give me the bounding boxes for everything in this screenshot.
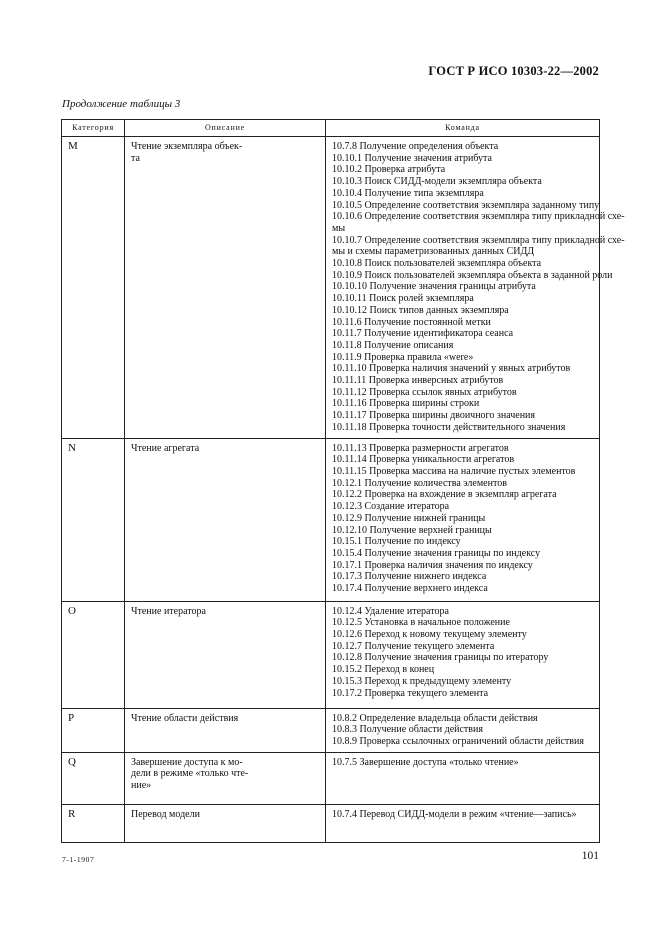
command-line: 10.17.3 Получение нижнего индекса	[332, 571, 487, 583]
description-line: Чтение итератора	[131, 605, 206, 617]
column-header-description: Описание	[125, 120, 326, 137]
command-line: 10.10.5 Определение соответствия экземпляра заданному типу	[332, 199, 600, 211]
page-number: 101	[581, 850, 599, 862]
category-cell: O	[62, 601, 125, 708]
command-line: 10.7.8 Получение определения объекта	[332, 141, 499, 152]
command-line: 10.11.17 Проверка ширины двоичного значения	[332, 410, 536, 422]
command-line: 10.8.9 Проверка ссылочных ограничений области действия	[332, 735, 584, 747]
command-cell	[326, 137, 625, 439]
command-line: 10.12.1 Получение количества элементов	[332, 477, 507, 489]
command-cell	[326, 752, 600, 804]
description-line: дели в режиме «только чте-	[131, 768, 249, 780]
command-line: 10.12.6 Переход к новому текущему элементу	[332, 628, 527, 640]
column-header-command: Команда	[326, 120, 600, 137]
command-line: 10.10.11 Поиск ролей экземпляра	[332, 293, 474, 305]
description-cell	[125, 752, 326, 804]
command-line: 10.11.13 Проверка размерности агрегатов	[332, 442, 509, 454]
description-line: Чтение экземпляра объек-	[131, 141, 243, 152]
command-line: 10.10.9 Поиск пользователей экземпляра объекта в заданной роли	[332, 269, 613, 281]
command-line: 10.15.1 Получение по индексу	[332, 536, 461, 548]
command-line: 10.10.7 Определение соответствия экземпляра типу прикладной схе-	[332, 234, 625, 246]
command-line: 10.17.2 Проверка текущего элемента	[332, 687, 489, 699]
command-line: 10.11.12 Проверка ссылок явных атрибутов	[332, 386, 517, 398]
description-cell	[125, 438, 326, 601]
command-line: 10.10.10 Получение значения границы атрибута	[332, 281, 536, 293]
description-cell	[125, 708, 326, 752]
command-line: 10.11.7 Получение идентификатора сеанса	[332, 328, 514, 340]
description-line: Чтение агрегата	[131, 442, 200, 454]
command-line: 10.12.7 Получение текущего элемента	[332, 640, 495, 652]
command-line: 10.15.3 Переход к предыдущему элементу	[332, 675, 512, 687]
command-line: 10.12.10 Получение верхней границы	[332, 524, 492, 536]
command-line: 10.8.3 Получение области действия	[332, 724, 483, 736]
column-header-category: Категория	[62, 120, 125, 137]
category-cell: Q	[62, 752, 125, 804]
command-line: 10.10.6 Определение соответствия экземпляра типу прикладной схе-	[332, 211, 625, 223]
command-line: 10.10.1 Получение значения атрибута	[332, 152, 492, 164]
command-line: 10.11.14 Проверка уникальности агрегатов	[332, 454, 515, 466]
command-line: 10.7.5 Завершение доступа «только чтение»	[332, 756, 519, 768]
command-line: 10.12.9 Получение нижней границы	[332, 512, 486, 524]
command-line: 10.11.9 Проверка правила «were»	[332, 351, 474, 363]
command-line: 10.11.6 Получение постоянной метки	[332, 316, 491, 328]
command-line: 10.12.5 Установка в начальное положение	[332, 617, 510, 629]
command-cell	[326, 708, 600, 752]
command-line: мы и схемы параметризованных данных СИДД	[332, 246, 535, 258]
table-caption: Продолжение таблицы 3	[62, 98, 181, 110]
command-cell	[326, 804, 600, 842]
description-line: ние»	[131, 780, 152, 792]
command-line: 10.12.2 Проверка на вхождение в экземпляр агрегата	[332, 489, 557, 501]
document-code: ГОСТ Р ИСО 10303-22—2002	[428, 64, 599, 78]
table-row	[62, 137, 600, 439]
command-line: 10.10.8 Поиск пользователей экземпляра объекта	[332, 258, 542, 270]
header-row	[62, 120, 600, 137]
command-line: 10.10.12 Поиск типов данных экземпляра	[332, 304, 509, 316]
command-line: 10.11.8 Получение описания	[332, 339, 454, 351]
command-line: мы	[332, 222, 346, 234]
command-line: 10.12.4 Удаление итератора	[332, 605, 449, 617]
command-line: 10.15.2 Переход в конец	[332, 664, 435, 676]
table-body	[62, 137, 625, 843]
table-row	[62, 601, 600, 708]
table-row	[62, 804, 600, 842]
print-mark: 7-1-1907	[62, 855, 95, 864]
category-cell: R	[62, 804, 125, 842]
category-cell: P	[62, 708, 125, 752]
command-line: 10.7.4 Перевод СИДД-модели в режим «чтение—запись»	[332, 808, 577, 820]
category-cell: M	[62, 137, 125, 439]
table-row	[62, 438, 600, 601]
command-line: 10.12.8 Получение значения границы по итератору	[332, 652, 549, 664]
table-row	[62, 708, 600, 752]
command-line: 10.17.4 Получение верхнего индекса	[332, 583, 488, 595]
category-cell: N	[62, 438, 125, 601]
command-line: 10.11.15 Проверка массива на наличие пустых элементов	[332, 465, 576, 477]
command-line: 10.10.3 Поиск СИДД-модели экземпляра объекта	[332, 176, 542, 188]
description-line: Завершение доступа к мо-	[131, 756, 243, 768]
command-line: 10.11.10 Проверка наличия значений у явных атрибутов	[332, 363, 571, 375]
command-line: 10.11.16 Проверка ширины строки	[332, 398, 480, 410]
description-cell	[125, 804, 326, 842]
command-line: 10.17.1 Проверка наличия значения по индексу	[332, 559, 533, 571]
description-cell	[125, 137, 326, 439]
command-line: 10.10.4 Получение типа экземпляра	[332, 187, 484, 199]
description-line: та	[131, 152, 140, 164]
command-line: 10.12.3 Создание итератора	[332, 501, 450, 513]
table-row	[62, 752, 600, 804]
table-header	[62, 120, 600, 137]
command-line: 10.10.2 Проверка атрибута	[332, 164, 446, 176]
command-cell	[326, 438, 600, 601]
description-line: Чтение области действия	[131, 712, 239, 724]
command-cell	[326, 601, 600, 708]
command-table	[61, 119, 625, 843]
command-line: 10.11.11 Проверка инверсных атрибутов	[332, 375, 504, 387]
command-line: 10.11.18 Проверка точности действительного значения	[332, 421, 566, 433]
description-line: Перевод модели	[131, 808, 200, 820]
command-line: 10.8.2 Определение владельца области действия	[332, 712, 538, 724]
command-line: 10.15.4 Получение значения границы по индексу	[332, 547, 541, 559]
description-cell	[125, 601, 326, 708]
